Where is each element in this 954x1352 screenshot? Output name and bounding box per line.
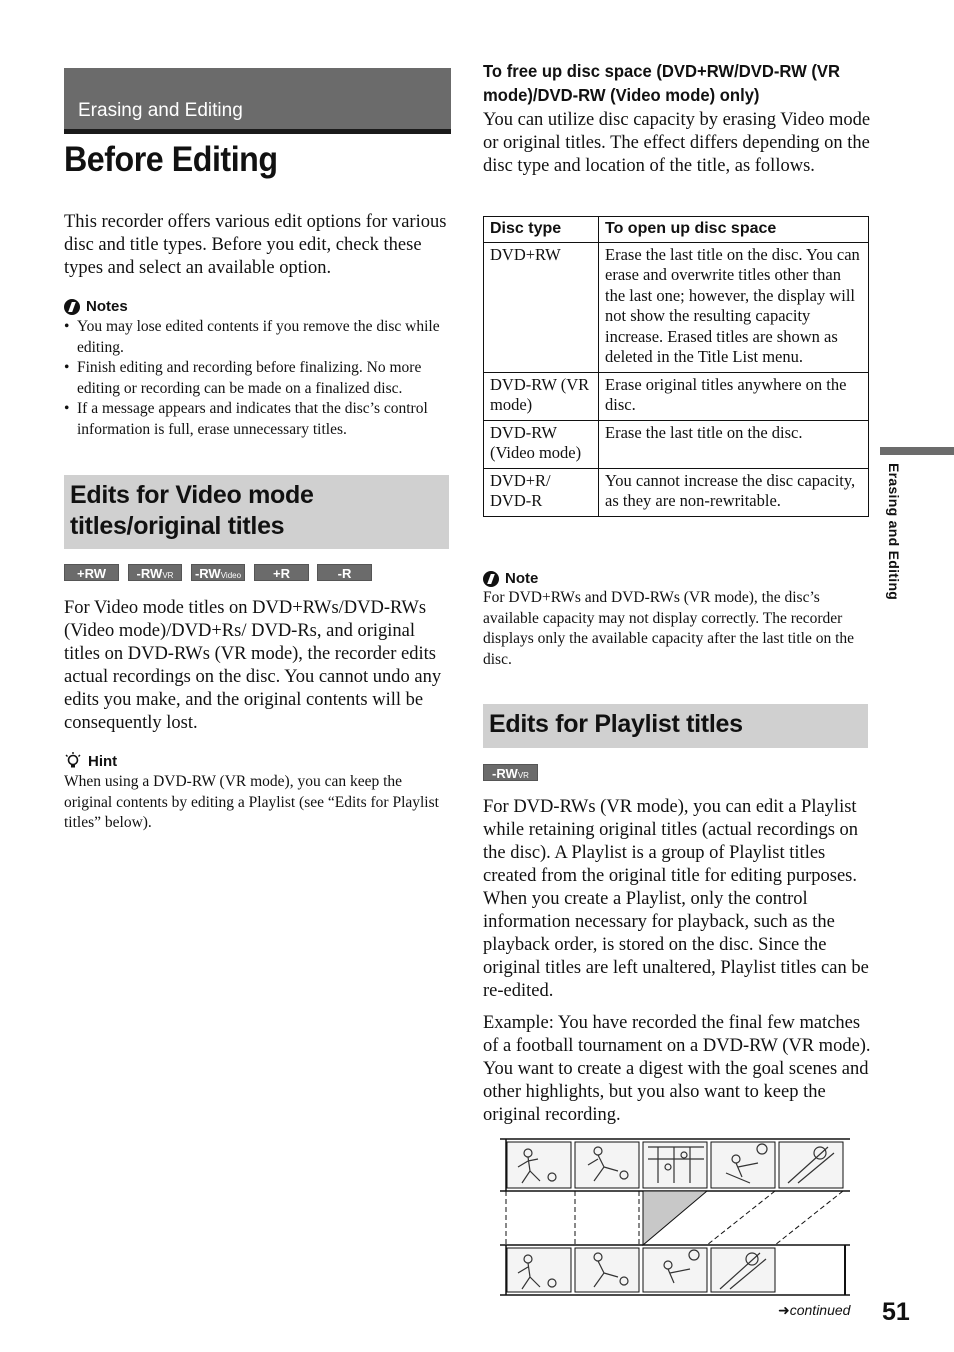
page-number: 51 <box>882 1298 910 1326</box>
table-header-row <box>484 217 869 243</box>
badge-plus-rw: +RW <box>64 564 119 581</box>
continued-text: continued <box>789 1302 851 1318</box>
table-cell: DVD+RW <box>484 242 599 372</box>
list-item: • Finish editing and recording before finalizing. No more editing or recording can be made on a finalized disc. <box>64 358 452 399</box>
continued-label <box>778 1302 850 1319</box>
note-block <box>483 570 871 670</box>
table-header: Disc type <box>484 217 599 243</box>
side-tab-marker <box>880 447 954 455</box>
badge-minus-rw-video: -RWVideo <box>191 564 245 581</box>
badge-minus-rw-vr: -RWVR <box>483 764 538 781</box>
video-mode-heading: Edits for Video mode titles/original titles <box>64 475 449 549</box>
badge-minus-r: -R <box>317 564 372 581</box>
notes-heading-label: Notes <box>86 298 128 315</box>
table-row <box>484 242 869 372</box>
note-heading <box>483 570 871 587</box>
intro-paragraph: This recorder offers various edit options for various disc and title types. Before you edit, check these types and select an available option. <box>64 212 447 278</box>
notes-block <box>64 298 452 440</box>
free-space-paragraph: You can utilize disc capacity by erasing Video mode or original titles. The effect differs depending on the disc type and location of the title, as follows. <box>483 110 871 176</box>
table-cell: DVD-RW (Video mode) <box>484 420 599 468</box>
hint-block <box>64 752 452 834</box>
list-item: • You may lose edited contents if you remove the disc while editing. <box>64 317 452 358</box>
video-mode-paragraph: For Video mode titles on DVD+RWs/DVD-RWs (Video mode)/DVD+Rs/ DVD-Rs, and original titles on DVD-RWs (VR mode), the recorder edits actual recordings on the disc. You cannot undo any edits you make, and the original contents will be consequently lost. <box>64 598 442 733</box>
table-header: To open up disc space <box>599 217 869 243</box>
note-icon <box>64 299 80 315</box>
table-row <box>484 468 869 516</box>
table-row <box>484 372 869 420</box>
note-text: For DVD+RWs and DVD-RWs (VR mode), the disc’s available capacity may not display correctly. The recorder displays only the available capacity after the last title on the disc. <box>483 589 855 668</box>
table-cell: Erase the last title on the disc. <box>599 420 869 468</box>
arrow-right-icon: ➜ <box>778 1302 790 1318</box>
lightbulb-icon <box>64 752 82 770</box>
hint-heading <box>64 752 452 770</box>
notes-list <box>64 317 452 440</box>
side-tab-label: Erasing and Editing <box>886 463 902 601</box>
badge-minus-rw-vr: -RWVR <box>128 564 182 581</box>
playlist-paragraph: For DVD-RWs (VR mode), you can edit a Playlist while retaining original titles (actual recordings on the disc). A Playlist is a group of Playlist titles created from the original title for editing purposes. When you create a Playlist, only the control information necessary for playback, such as the playback order, is stored on the disc. Since the original titles are left unaltered, Playlist titles can be re-edited. <box>483 797 869 1001</box>
section-header-bar <box>64 68 451 134</box>
hint-text: When using a DVD-RW (VR mode), you can keep the original contents by editing a Playlist (see “Edits for Playlist titles” below). <box>64 773 439 831</box>
badge-plus-r: +R <box>254 564 309 581</box>
free-space-heading: To free up disc space (DVD+RW/DVD-RW (VR mode)/DVD-RW (Video mode) only) <box>483 61 841 105</box>
playlist-heading: Edits for Playlist titles <box>483 704 868 748</box>
note-icon <box>483 571 499 587</box>
example-paragraph: Example: You have recorded the final few matches of a football tournament on a DVD-RW (VR mode). You want to create a digest with the goal scenes and other highlights, but you also want to keep the original recording. <box>483 1013 871 1125</box>
playlist-illustration <box>498 1137 854 1297</box>
disc-space-table <box>483 216 869 517</box>
table-row <box>484 420 869 468</box>
section-title: Erasing and Editing <box>78 100 243 121</box>
note-heading-label: Note <box>505 570 539 587</box>
notes-heading <box>64 298 452 315</box>
table-cell: DVD-RW (VR mode) <box>484 372 599 420</box>
hint-heading-label: Hint <box>88 752 118 770</box>
table-cell: Erase the last title on the disc. You can erase and overwrite titles other than the last one; however, the display will not show the resulting capacity increase. Erased titles are shown as deleted in the Title List menu. <box>599 242 869 372</box>
table-cell: DVD+R/ DVD-R <box>484 468 599 516</box>
list-item: • If a message appears and indicates that the disc’s control information is full, erase unnecessary titles. <box>64 399 452 440</box>
page-title: Before Editing <box>64 140 278 179</box>
table-cell: You cannot increase the disc capacity, as they are non-rewritable. <box>599 468 869 516</box>
table-cell: Erase original titles anywhere on the disc. <box>599 372 869 420</box>
